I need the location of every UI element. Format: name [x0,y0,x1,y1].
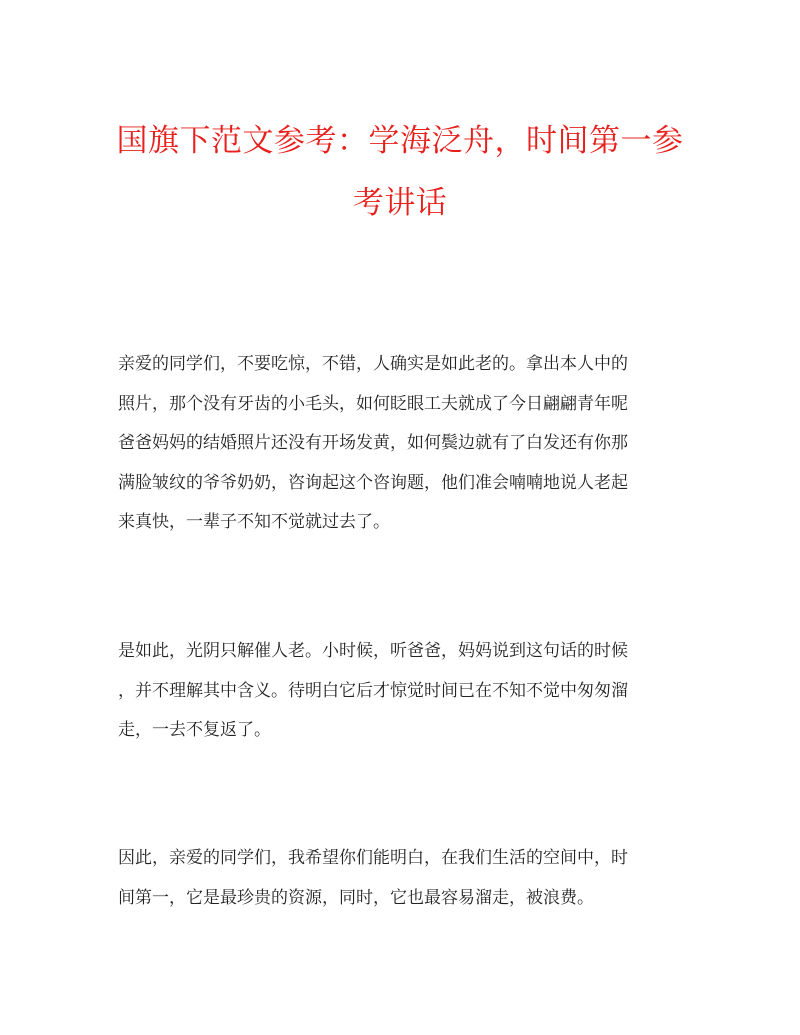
title-line-2: 考讲话 [352,185,448,221]
paragraph-line: 爸爸妈妈的结婚照片还没有开场发黄，如何鬓边就有了白发还有你那 [118,433,628,453]
paragraph-line: 因此，亲爱的同学们，我希望你们能明白，在我们生活的空间中，时 [118,848,628,868]
title-line-1: 国旗下范文参考：学海泛舟，时间第一参 [116,123,684,159]
paragraph-line: 照片，那个没有牙齿的小毛头，如何眨眼工夫就成了今日翩翩青年呢 [118,393,628,414]
paragraph-line: 来真快，一辈子不知不觉就过去了。 [118,512,390,532]
paragraph-line: 是如此，光阴只解催人老。小时候，听爸爸，妈妈说到这句话的时候 [118,641,628,661]
paragraph-line: 间第一，它是最珍贵的资源，同时，它也最容易溜走，被浪费。 [118,887,594,908]
paragraph-line: ，并不理解其中含义。待明白它后才惊觉时间已在不知不觉中匆匆溜 [118,680,628,701]
paragraph-2 [118,632,683,751]
paragraph-line: 亲爱的同学们，不要吃惊，不错，人确实是如此老的。拿出本人中的 [118,354,628,374]
paragraph-3 [118,839,683,918]
document-title [100,110,700,234]
paragraph-line: 走，一去不复返了。 [118,720,271,740]
paragraph-1 [118,345,683,543]
paragraph-line: 满脸皱纹的爷爷奶奶，咨询起这个咨询题，他们准会喃喃地说人老起 [118,472,628,493]
